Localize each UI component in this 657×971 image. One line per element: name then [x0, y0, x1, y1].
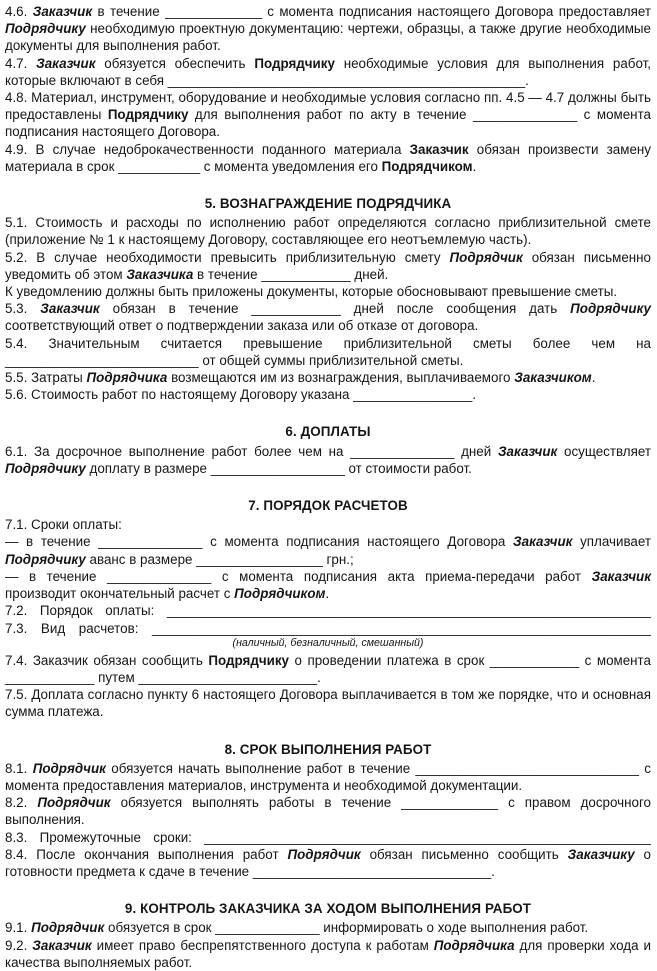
clause-paragraph: 5.1. Стоимость и расходы по исполнению работ определяются согласно приблизительной смете (приложение № 1 к настоящему Договору, составляющее его неотъемлемую часть).: [5, 215, 651, 248]
clause-paragraph: 4.7. Заказчик обязуется обеспечить Подрядчику необходимые условия для выполнения работ, которые включают в себя ________________________________________________.: [5, 55, 651, 88]
section-heading: 6. ДОПЛАТЫ: [285, 424, 371, 440]
clause-paragraph: 7.2. Порядок оплаты: _________________________________________________________________: [5, 603, 651, 619]
clause-paragraph: 5.5. Затраты Подрядчика возмещаются им из вознаграждения, выплачиваемого Заказчиком.: [5, 370, 596, 386]
clause-paragraph: 8.4. После окончания выполнения работ Подрядчик обязан письменно сообщить Заказчику о готовности предмета к сдаче в течение ________________________________.: [5, 846, 652, 879]
section-heading: 9. КОНТРОЛЬ ЗАКАЗЧИКА ЗА ХОДОМ ВЫПОЛНЕНИЯ РАБОТ: [124, 901, 532, 917]
clause-paragraph: 4.6. Заказчик в течение _____________ с момента подписания настоящего Договора предоставляет Подрядчику необходимую проектную документацию: чертежи, образцы, а также другие необходимые документы для выполнения работ.: [5, 4, 651, 54]
clause-paragraph: 7.5. Доплата согласно пункту 6 настоящего Договора выплачивается в том же порядке, что и основная сумма платежа.: [5, 687, 651, 720]
contract-text: [5, 3, 651, 971]
clause-paragraph: 8.3. Промежуточные сроки: ____________________________________________________________: [5, 829, 651, 845]
clause-paragraph: 4.8. Материал, инструмент, оборудование и необходимые условия согласно пп. 4.5 — 4.7 должны быть предоставлены Подрядчику для выполнения работ по акту в течение ______________ с момента подписания настоящего Договора.: [5, 90, 651, 140]
clause-paragraph: 6.1. За досрочное выполнение работ более чем на ______________ дней Заказчик осуществляет Подрядчику доплату в размере __________________ от стоимости работ.: [5, 443, 652, 476]
section-heading: 5. ВОЗНАГРАЖДЕНИЕ ПОДРЯДЧИКА: [204, 196, 452, 212]
clause-paragraph: 8.1. Подрядчик обязуется начать выполнение работ в течение ______________________________ с момента предоставления материалов, инструмента и необходимой документации.: [5, 760, 652, 793]
clause-paragraph: 7.1. Сроки оплаты:: [5, 517, 122, 533]
clause-paragraph: — в течение ______________ с момента подписания акта приема-передачи работ Заказчик производит окончательный расчет с Подрядчиком.: [5, 568, 651, 602]
section-heading: 8. СРОК ВЫПОЛНЕНИЯ РАБОТ: [224, 741, 432, 757]
clause-paragraph: 9.1. Подрядчик обязуется в срок ______________ информировать о ходе выполнения работ.: [5, 920, 589, 936]
clause-paragraph: 8.2. Подрядчик обязуется выполнять работы в течение _____________ с правом досрочного выполнения.: [5, 795, 651, 828]
clause-paragraph: 9.2. Заказчик имеет право беспрепятственного доступа к работам Подрядчика для проверки хода и качества выполняемых работ.: [5, 937, 651, 970]
clause-paragraph: 7.3. Вид расчетов: ___________________________________________________________________: [5, 620, 651, 636]
clause-paragraph: 7.4. Заказчик обязан сообщить Подрядчику о проведении платежа в срок ____________ с момента ____________ путем ________________________.: [5, 652, 651, 685]
clause-paragraph: 5.6. Стоимость работ по настоящему Договору указана ________________.: [5, 387, 477, 403]
clause-paragraph: К уведомлению должны быть приложены документы, которые обосновывают превышение сметы.: [5, 284, 618, 300]
field-hint: (наличный, безналичный, смешанный): [232, 636, 424, 649]
clause-paragraph: 5.4. Значительным считается превышение приблизительной сметы более чем на __________________________ от общей суммы приблизительной сметы.: [5, 335, 651, 368]
clause-paragraph: — в течение ______________ с момента подписания настоящего Договора Заказчик уплачивает Подрядчику аванс в размере _________________ грн.;: [5, 534, 651, 567]
section-heading: 7. ПОРЯДОК РАСЧЕТОВ: [248, 498, 408, 514]
clause-paragraph: 5.3. Заказчик обязан в течение ____________ дней после сообщения дать Подрядчику соответствующий ответ о подтверждении заказа или об отказе от договора.: [5, 301, 651, 334]
clause-paragraph: 5.2. В случае необходимости превысить приблизительную смету Подрядчик обязан письменно уведомить об этом Заказчика в течение ____________ дней.: [5, 249, 652, 282]
clause-paragraph: 4.9. В случае недоброкачественности поданного материала Заказчик обязан произвести замену материала в срок ___________ с момента уведомления его Подрядчиком.: [5, 141, 651, 174]
